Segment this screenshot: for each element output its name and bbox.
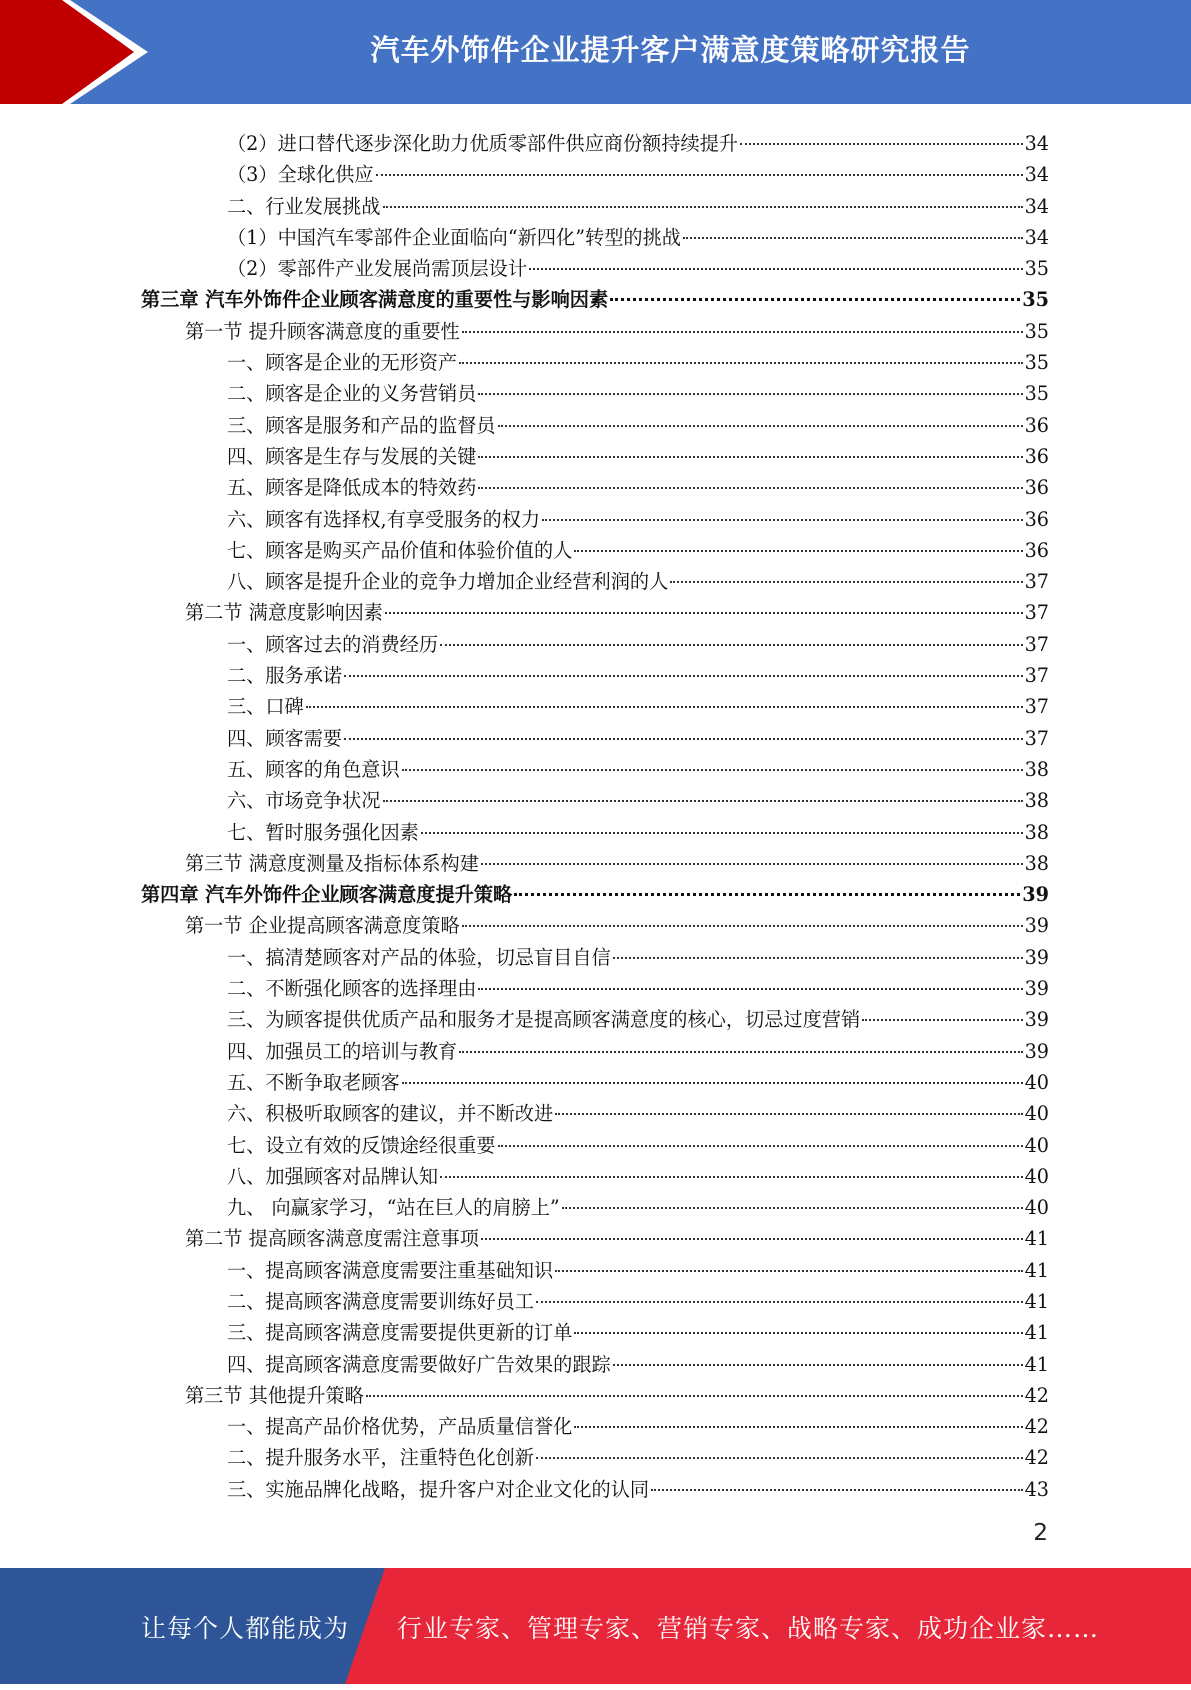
toc-dot-leader [402, 765, 1023, 771]
toc-dot-leader [613, 953, 1023, 959]
toc-dot-leader [651, 1485, 1022, 1491]
toc-entry-title: 三、为顾客提供优质产品和服务才是提高顾客满意度的核心，切忌过度营销 [227, 1008, 861, 1032]
toc-entry-page: 37 [1024, 726, 1049, 750]
toc-entry-item[interactable] [141, 942, 1049, 973]
toc-dot-leader [574, 1328, 1022, 1334]
toc-dot-leader [529, 264, 1023, 270]
toc-entry-page: 41 [1024, 1321, 1049, 1345]
toc-entry-title: 六、积极听取顾客的建议，并不断改进 [227, 1102, 554, 1126]
toc-entry-item[interactable] [141, 410, 1049, 441]
toc-entry-item[interactable] [141, 785, 1049, 816]
toc-entry-title: （1）中国汽车零部件企业面临向“新四化”转型的挑战 [227, 225, 681, 249]
toc-entry-title: 一、顾客过去的消费经历 [227, 632, 439, 656]
toc-entry-page: 39 [1024, 945, 1049, 969]
toc-dot-leader [440, 1172, 1023, 1178]
toc-dot-leader [459, 1047, 1022, 1053]
toc-entry-title: 三、实施品牌化战略，提升客户对企业文化的认同 [227, 1477, 650, 1501]
toc-entry-section[interactable] [141, 316, 1049, 347]
toc-dot-leader [536, 1453, 1023, 1459]
toc-entry-chapter[interactable] [141, 879, 1049, 910]
toc-entry-title: 七、设立有效的反馈途经很重要 [227, 1133, 496, 1157]
toc-entry-title: 八、顾客是提升企业的竞争力增加企业经营利润的人 [227, 570, 669, 594]
toc-entry-page: 37 [1024, 664, 1049, 688]
toc-dot-leader [462, 327, 1023, 333]
toc-entry-page: 41 [1024, 1289, 1049, 1313]
toc-entry-item[interactable] [141, 629, 1049, 660]
toc-entry-item[interactable] [141, 1317, 1049, 1348]
toc-entry-page: 37 [1024, 695, 1049, 719]
toc-dot-leader [514, 889, 1020, 896]
toc-entry-page: 35 [1024, 257, 1049, 281]
toc-entry-title: 第三章 汽车外饰件企业顾客满意度的重要性与影响因素 [141, 288, 609, 312]
toc-entry-title: 九、 向赢家学习，“站在巨人的肩膀上” [227, 1196, 560, 1220]
toc-entry-page: 37 [1024, 570, 1049, 594]
toc-entry-title: 五、顾客是降低成本的特效药 [227, 476, 477, 500]
toc-entry-title: 七、顾客是购买产品价值和体验价值的人 [227, 538, 573, 562]
toc-entry-section[interactable] [141, 597, 1049, 628]
toc-entry-page: 34 [1024, 225, 1049, 249]
toc-entry-page: 40 [1024, 1070, 1049, 1094]
toc-entry-page: 41 [1024, 1258, 1049, 1282]
toc-entry-sub[interactable] [141, 128, 1049, 159]
toc-dot-leader [478, 389, 1022, 395]
toc-entry-page: 38 [1024, 757, 1049, 781]
toc-entry-title: 四、顾客需要 [227, 726, 343, 750]
page-number: 2 [1033, 1520, 1048, 1546]
toc-entry-section[interactable] [141, 848, 1049, 879]
toc-entry-item[interactable] [141, 1474, 1049, 1505]
toc-entry-page: 36 [1024, 538, 1049, 562]
toc-dot-leader [383, 202, 1023, 208]
toc-entry-item[interactable] [141, 754, 1049, 785]
toc-entry-title: 第一节 企业提高顾客满意度策略 [185, 914, 460, 938]
toc-entry-title: 一、提高产品价格优势，产品质量信誉化 [227, 1415, 573, 1439]
toc-entry-item[interactable] [141, 1036, 1049, 1067]
toc-entry-page: 35 [1024, 319, 1049, 343]
toc-entry-item[interactable] [141, 504, 1049, 535]
toc-entry-page: 36 [1024, 444, 1049, 468]
toc-dot-leader [555, 1109, 1022, 1115]
toc-entry-title: 一、提高顾客满意度需要注重基础知识 [227, 1258, 554, 1282]
toc-entry-item[interactable] [141, 1098, 1049, 1129]
toc-dot-leader [862, 1015, 1022, 1021]
toc-entry-item[interactable] [141, 378, 1049, 409]
toc-dot-leader [481, 859, 1023, 865]
toc-entry-item[interactable] [141, 660, 1049, 691]
toc-entry-item[interactable] [141, 1349, 1049, 1380]
toc-entry-title: 二、行业发展挑战 [227, 194, 381, 218]
toc-dot-leader [366, 1391, 1023, 1397]
toc-entry-item[interactable] [141, 566, 1049, 597]
toc-entry-item[interactable] [141, 1161, 1049, 1192]
toc-entry-item[interactable] [141, 535, 1049, 566]
toc-entry-page: 36 [1024, 507, 1049, 531]
toc-dot-leader [421, 828, 1023, 834]
toc-entry-section[interactable] [141, 1223, 1049, 1254]
toc-entry-chapter[interactable] [141, 284, 1049, 315]
toc-entry-item[interactable] [141, 1255, 1049, 1286]
toc-dot-leader [498, 1141, 1023, 1147]
toc-entry-page: 34 [1024, 132, 1049, 155]
toc-entry-page: 40 [1024, 1196, 1049, 1220]
toc-entry-item[interactable] [141, 1130, 1049, 1161]
toc-entry-title: 第三节 满意度测量及指标体系构建 [185, 851, 479, 875]
toc-dot-leader [385, 608, 1023, 614]
table-of-contents [141, 128, 1049, 1505]
toc-entry-page: 43 [1024, 1477, 1049, 1501]
toc-entry-title: 二、服务承诺 [227, 664, 343, 688]
toc-entry-page: 37 [1024, 601, 1049, 625]
toc-entry-title: 第三节 其他提升策略 [185, 1383, 364, 1407]
toc-entry-page: 34 [1024, 163, 1049, 187]
toc-entry-page: 37 [1024, 632, 1049, 656]
toc-dot-leader [498, 421, 1023, 427]
toc-entry-page: 41 [1024, 1352, 1049, 1376]
toc-entry-item[interactable] [141, 1442, 1049, 1473]
toc-dot-leader [376, 170, 1023, 176]
toc-entry-title: 三、提高顾客满意度需要提供更新的订单 [227, 1321, 573, 1345]
toc-entry-page: 38 [1024, 820, 1049, 844]
toc-entry-page: 35 [1024, 351, 1049, 375]
toc-entry-item[interactable] [141, 472, 1049, 503]
toc-entry-title: 二、顾客是企业的义务营销员 [227, 382, 477, 406]
toc-entry-page: 36 [1024, 476, 1049, 500]
toc-dot-leader [478, 483, 1022, 489]
toc-entry-title: 第二节 满意度影响因素 [185, 601, 383, 625]
toc-entry-title: 四、提高顾客满意度需要做好广告效果的跟踪 [227, 1352, 611, 1376]
toc-entry-title: 二、不断强化顾客的选择理由 [227, 977, 477, 1001]
toc-dot-leader [344, 734, 1022, 740]
toc-entry-page: 38 [1024, 789, 1049, 813]
toc-entry-title: 二、提升服务水平，注重特色化创新 [227, 1446, 534, 1470]
toc-dot-leader [670, 577, 1022, 583]
toc-entry-item[interactable] [141, 1411, 1049, 1442]
toc-entry-page: 41 [1024, 1227, 1049, 1251]
toc-entry-page: 39 [1024, 1039, 1049, 1063]
toc-dot-leader [478, 452, 1022, 458]
toc-entry-section[interactable] [141, 1380, 1049, 1411]
toc-dot-leader [383, 796, 1023, 802]
toc-entry-item[interactable] [141, 441, 1049, 472]
toc-entry-page: 42 [1024, 1415, 1049, 1439]
toc-entry-sub[interactable] [141, 222, 1049, 253]
toc-entry-title: 第四章 汽车外饰件企业顾客满意度提升策略 [141, 883, 513, 907]
toc-entry-title: （3）全球化供应 [227, 163, 374, 187]
toc-entry-title: 三、顾客是服务和产品的监督员 [227, 413, 496, 437]
toc-dot-leader [542, 515, 1022, 521]
toc-entry-page: 39 [1024, 1008, 1049, 1032]
page-footer [0, 1568, 1191, 1684]
toc-entry-page: 38 [1024, 851, 1049, 875]
toc-entry-page: 36 [1024, 413, 1049, 437]
toc-dot-leader [610, 294, 1020, 301]
toc-entry-title: 第一节 提升顾客满意度的重要性 [185, 319, 460, 343]
toc-dot-leader [574, 1422, 1022, 1428]
toc-entry-title: 七、暂时服务强化因素 [227, 820, 419, 844]
toc-dot-leader [574, 546, 1022, 552]
toc-entry-item[interactable] [141, 1192, 1049, 1223]
toc-entry-section[interactable] [141, 910, 1049, 941]
toc-entry-title: 三、口碑 [227, 695, 304, 719]
toc-entry-page: 34 [1024, 194, 1049, 218]
toc-dot-leader [440, 640, 1023, 646]
toc-entry-page: 40 [1024, 1102, 1049, 1126]
toc-entry-title: 四、加强员工的培训与教育 [227, 1039, 458, 1063]
toc-entry-page: 42 [1024, 1383, 1049, 1407]
toc-entry-item[interactable] [141, 1067, 1049, 1098]
toc-entry-page: 39 [1024, 977, 1049, 1001]
document-title: 汽车外饰件企业提升客户满意度策略研究报告 [370, 33, 971, 67]
page-header [0, 0, 1191, 110]
toc-entry-item[interactable] [141, 691, 1049, 722]
toc-entry-sub[interactable] [141, 253, 1049, 284]
toc-entry-item[interactable] [141, 1004, 1049, 1035]
toc-entry-title: 六、市场竞争状况 [227, 789, 381, 813]
toc-dot-leader [481, 1234, 1023, 1240]
toc-dot-leader [536, 1297, 1023, 1303]
toc-dot-leader [555, 1266, 1022, 1272]
toc-entry-title: 五、不断争取老顾客 [227, 1070, 400, 1094]
toc-entry-page: 35 [1022, 288, 1049, 312]
toc-entry-title: （2）进口替代逐步深化助力优质零部件供应商份额持续提升 [227, 132, 739, 155]
toc-entry-sub[interactable] [141, 159, 1049, 190]
toc-dot-leader [562, 1203, 1023, 1209]
footer-slogan-left: 让每个人都能成为 [141, 1614, 350, 1643]
toc-entry-page: 39 [1022, 883, 1049, 907]
toc-entry-page: 40 [1024, 1164, 1049, 1188]
toc-dot-leader [459, 358, 1022, 364]
toc-dot-leader [613, 1360, 1023, 1366]
toc-entry-title: 六、顾客有选择权,有享受服务的权力 [227, 507, 541, 531]
toc-entry-item[interactable] [141, 817, 1049, 848]
toc-dot-leader [306, 702, 1023, 708]
toc-entry-page: 40 [1024, 1133, 1049, 1157]
toc-entry-title: 一、顾客是企业的无形资产 [227, 351, 458, 375]
toc-dot-leader [740, 139, 1022, 145]
toc-entry-item[interactable] [141, 723, 1049, 754]
toc-entry-title: 四、顾客是生存与发展的关键 [227, 444, 477, 468]
footer-slogan-right: 行业专家、管理专家、营销专家、战略专家、成功企业家…… [397, 1614, 1100, 1643]
toc-entry-item[interactable] [141, 973, 1049, 1004]
toc-dot-leader [344, 671, 1022, 677]
toc-entry-page: 39 [1024, 914, 1049, 938]
toc-dot-leader [462, 921, 1023, 927]
toc-dot-leader [683, 233, 1023, 239]
toc-dot-leader [478, 984, 1022, 990]
toc-entry-item[interactable] [141, 347, 1049, 378]
toc-entry-title: 八、加强顾客对品牌认知 [227, 1164, 439, 1188]
toc-entry-item[interactable] [141, 1286, 1049, 1317]
toc-entry-title: 第二节 提高顾客满意度需注意事项 [185, 1227, 479, 1251]
toc-entry-title: （2）零部件产业发展尚需顶层设计 [227, 257, 528, 281]
toc-entry-title: 一、搞清楚顾客对产品的体验，切忌盲目自信 [227, 945, 611, 969]
toc-dot-leader [402, 1078, 1023, 1084]
toc-entry-title: 五、顾客的角色意识 [227, 757, 400, 781]
toc-entry-page: 42 [1024, 1446, 1049, 1470]
toc-entry-page: 35 [1024, 382, 1049, 406]
toc-entry-item[interactable] [141, 191, 1049, 222]
toc-entry-title: 二、提高顾客满意度需要训练好员工 [227, 1289, 534, 1313]
